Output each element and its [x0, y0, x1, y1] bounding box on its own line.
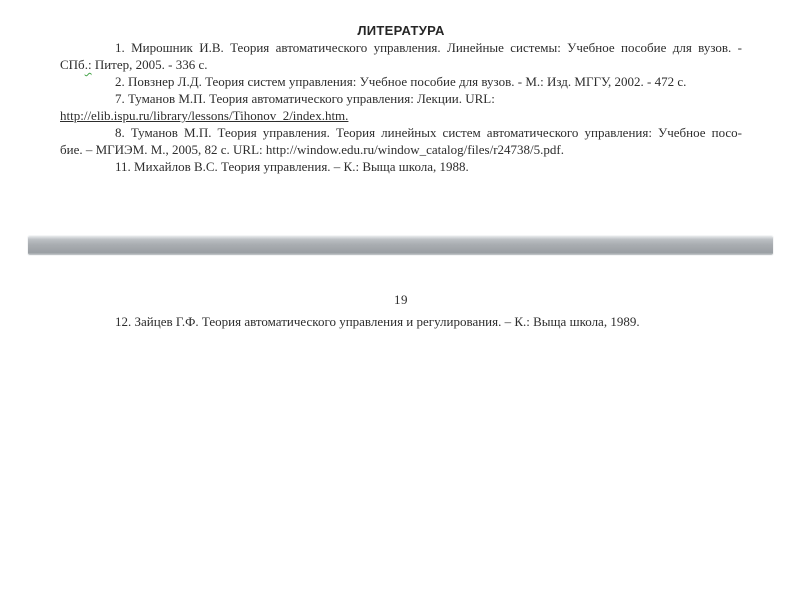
reference-item-11: 11. Михайлов В.С. Теория управления. – К.: Выща школа, 1988.: [115, 159, 469, 174]
reference-item-8-line-2: бие. – МГИЭМ. М., 2005, 82 с. URL: http://window.edu.ru/window_catalog/files/r24738/5.pdf.: [60, 142, 564, 157]
reference-item-7-line-1: 7. Туманов М.П. Теория автоматического управления: Лекции. URL:: [115, 91, 495, 106]
spellcheck-squiggle: .:: [84, 57, 92, 72]
reference-item-1-line-2: [60, 56, 742, 73]
reference-item-7-line-2: [60, 107, 742, 124]
reference-item-12: 12. Зайцев Г.Ф. Теория автоматического управления и регулирования. – К.: Выща школа, 1989.: [115, 314, 640, 329]
next-page-section: [60, 291, 742, 330]
section-title: ЛИТЕРАТУРА: [357, 23, 445, 38]
page-number: 19: [394, 292, 408, 307]
ref-text: Питер, 2005. - 336 с.: [91, 57, 208, 72]
page-divider-bar: [28, 236, 773, 255]
reference-item-2: 2. Повзнер Л.Д. Теория систем управления: Учебное пособие для вузов. - М.: Изд. МГГУ, 2002. - 472 с.: [115, 74, 687, 89]
bibliography-section: [60, 22, 742, 175]
reference-item-1-line-1: 1. Мирошник И.В. Теория автоматического управления. Линейные системы: Учебное пособие для вузов. -: [115, 40, 742, 55]
reference-item-8-line-1: 8. Туманов М.П. Теория управления. Теория линейных систем автоматического управления: Учебное посо-: [115, 125, 742, 140]
reference-url-link[interactable]: http://elib.ispu.ru/library/lessons/Tihonov_2/index.htm.: [60, 108, 349, 123]
ref-text: СПб: [60, 57, 85, 72]
